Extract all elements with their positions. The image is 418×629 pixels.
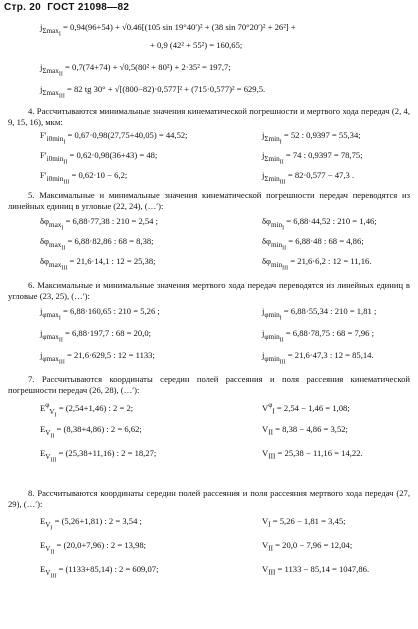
section-7-text: 7. Рассчитываются координаты середин полей рассеяния и поля рассеяния кинематической погрешности передач (26, 28), (…′): — [8, 374, 410, 395]
s6-formula-b1: $j_{\varphi max_{II}} = 6,88\cdot 197,7$ : 68 = 20,0; — [40, 328, 152, 344]
section-4-text: 4. Рассчитываются минимальные значения кинематической погрешности и мертвого хода передач (2, 4, 9, 15, 16), мкм: — [8, 106, 410, 127]
s4-formula-c1: $F'_{i0min_{III}} = 0,62\cdot 10 - 6,2$; — [40, 170, 128, 186]
standard-number: ГОСТ 21098—82 — [47, 2, 130, 13]
section-5-text: 5. Максимальные и минимальные значения кинематической погрешности передач переводятся из линейных единиц в угловые (22, 24), (…′): — [8, 190, 410, 211]
formula-jmax-3: $j_{\Sigma max_{III}} = 82$ tg 30° + √[(800−82)·0,577]² + (715·0,577)² = 629,5. — [40, 84, 266, 100]
s8-formula-a2: $V_I = 5,26 - 1,81 = 3,45$; — [262, 516, 346, 529]
s6-formula-a2: $j_{\varphi min_I} = 6,88\cdot 55,34$ : 210 = 1,81 ; — [262, 306, 377, 322]
formula-jmax-1: $j_{\Sigma max_I} = 0,94(96+54) + √0.46[(105$ sin 19°40′)² + (38 sin 70°20′)² + 26²] + — [40, 22, 296, 38]
s8-formula-a1: $E_{V_I} = (5,26+1,81)$ : 2 = 3,54 ; — [40, 516, 142, 532]
s6-formula-c1: $j_{\varphi max_{III}} = 21,6\cdot 629,5$ : 12 = 1133; — [40, 350, 155, 366]
s8-formula-c2: $V_{III} = 1133 - 85,14 = 1047,86$. — [262, 564, 370, 577]
s7-formula-a2: $V^\varphi_I = 2,54 - 1,46 = 1,08$; — [262, 401, 350, 416]
s5-formula-a1: $\delta\varphi_{max_I} = 6,88\cdot 77,38$ : 210 = 2,54 ; — [40, 216, 159, 232]
s7-formula-b1: $E_{V_{II}} = (8,38+4,86)$ : 2 = 6,62; — [40, 424, 142, 440]
s7-formula-c2: $V_{III} = 25,38 - 11,16 = 14,22$. — [262, 448, 363, 461]
s6-formula-a1: $j_{\varphi max_I} = 6,88\cdot 160,65$ : 210 = 5,26 ; — [40, 306, 160, 322]
s8-formula-b1: $E_{V_{II}} = (20,0+7,96)$ : 2 = 13,98; — [40, 540, 147, 556]
s4-formula-b2: $j_{\Sigma min_{II}} = 74$ : 0,9397 = 78,75; — [262, 150, 363, 166]
page-header — [4, 2, 129, 13]
s7-formula-c1: $E_{V_{III}} = (25,38+11,16)$ : 2 = 18,27; — [40, 448, 157, 464]
formula-jmax-1-cont: + 0,9 (42² + 55²) = 160,65; — [150, 40, 243, 50]
s5-formula-c1: $\delta\varphi_{max_{III}} = 21,6\cdot 14,1$ : 12 = 25,38; — [40, 256, 156, 272]
s8-formula-c1: $E_{V_{III}} = (1133+85,14)$ : 2 = 609,07; — [40, 564, 159, 580]
s5-formula-a2: $\delta\varphi_{min_I} = 6,88\cdot 44,52$ : 210 = 1,46; — [262, 216, 377, 232]
s4-formula-a1: $F'_{i0min_I} = 0,67\cdot 0,98(27,75+40,05) = 44,52$; — [40, 130, 188, 146]
s8-formula-b2: $V_{II} = 20,0 - 7,96 = 12,04$; — [262, 540, 353, 553]
s4-formula-a2: $j_{\Sigma min_I} = 52$ : 0,9397 = 55,34; — [262, 130, 361, 146]
s7-formula-b2: $V_{II} = 8,38 - 4,86 = 3,52$; — [262, 424, 348, 437]
s4-formula-b1: $F'_{i0min_{II}} = 0,62\cdot 0,98(36+43) = 48$; — [40, 150, 158, 166]
section-8-text: 8. Рассчитываются координаты середин полей рассеяния и поля рассеяния мертвого хода передач (27, 29), (…′): — [8, 488, 410, 509]
s5-formula-b1: $\delta\varphi_{max_{II}} = 6,88\cdot 82,86$ : 68 = 8,38; — [40, 236, 154, 252]
s6-formula-c2: $j_{\varphi min_{III}} = 21,6\cdot 47,3$ : 12 = 85,14. — [262, 350, 374, 366]
s6-formula-b2: $j_{\varphi min_{II}} = 6,88\cdot 78,75$ : 68 = 7,96 ; — [262, 328, 375, 344]
formula-jmax-2: $j_{\Sigma max_{II}} = 0,7(74+74) + √0,5(80^2 + 80^2) + 2\cdot 35^2 = 197,7$; — [40, 62, 231, 78]
s7-formula-a1: $E^\varphi_{V_I} = (2,54+1,46)$ : 2 = 2; — [40, 401, 134, 418]
s5-formula-b2: $\delta\varphi_{min_{II}} = 6,88\cdot 48$ : 68 = 4,86; — [262, 236, 364, 252]
s4-formula-c2: $j_{\Sigma min_{III}} = 82\cdot 0,577 - 47,3$ . — [262, 170, 355, 186]
section-6-text: 6. Максимальные и минимальные значения мертвого хода передач переводятся из линейных единиц в угловые (23, 25), (…′): — [8, 280, 410, 301]
s5-formula-c2: $\delta\varphi_{min_{III}} = 21,6\cdot 6,2$ : 12 = 11,16. — [262, 256, 372, 272]
page-number: Стр. 20 — [4, 2, 42, 13]
